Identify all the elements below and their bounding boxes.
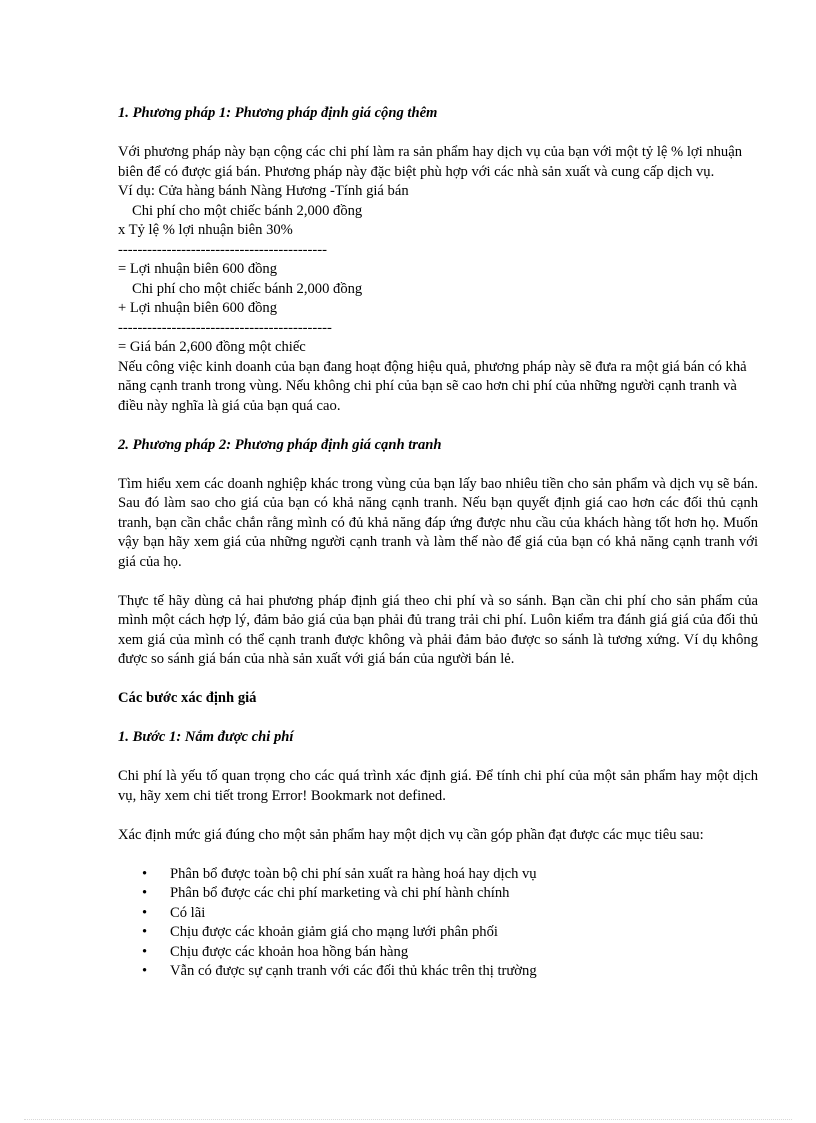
- goals-list: [118, 865, 758, 982]
- example-divider: --------------------------------------------: [118, 319, 332, 336]
- section2-heading: 2. Phương pháp 2: Phương pháp định giá cạnh tranh: [118, 436, 442, 453]
- bullet-icon: •: [142, 943, 148, 960]
- section2-paragraph: Tìm hiểu xem các doanh nghiệp khác trong vùng của bạn lấy bao nhiêu tiền cho sản phẩm và dịch vụ sẽ bán. Sau đó làm sao cho giá của bạn có khả năng cạnh tranh. Nếu bạn quyết định giá cao hơn các đối thủ cạnh tranh, bạn cần chắc chắn rằng mình có đủ khả năng đáp ứng được nhu cầu của khách hàng tốt hơn họ. Muốn vậy bạn hãy xem giá của những người cạnh tranh và làm thế nào để giá của bạn có khả năng cạnh tranh với giá của họ.: [118, 475, 758, 570]
- bullet-icon: •: [142, 963, 148, 979]
- bullet-icon: •: [142, 904, 148, 921]
- list-item: • Chịu được các khoản hoa hồng bán hàng: [118, 943, 758, 963]
- list-item: • Vẫn có được sự cạnh tranh với các đối thủ khác trên thị trường: [118, 962, 758, 982]
- list-item: • Phân bổ được toàn bộ chi phí sản xuất ra hàng hoá hay dịch vụ: [118, 865, 758, 885]
- section2-paragraph: Thực tế hãy dùng cả hai phương pháp định giá theo chi phí và so sánh. Bạn cần chi phí cho sản phẩm của mình một cách hợp lý, đảm bảo giá của bạn phải đủ trang trải chi phí. Luôn kiểm tra đánh giá giá của đối thủ xem giá của mình có thể cạnh tranh được không và phải đảm bảo được so sánh là tương xứng. Ví dụ không được so sánh giá bán của nhà sản xuất với giá bán của người bán lẻ.: [118, 592, 758, 667]
- example-line: x Tỷ lệ % lợi nhuận biên 30%: [118, 222, 293, 238]
- list-item: • Phân bổ được các chi phí marketing và chi phí hành chính: [118, 884, 758, 904]
- step1-heading: 1. Bước 1: Nắm được chi phí: [118, 729, 294, 745]
- bullet-icon: •: [142, 924, 148, 940]
- bullet-icon: •: [142, 885, 148, 901]
- example-line: Chi phí cho một chiếc bánh 2,000 đồng: [132, 202, 363, 219]
- section1-intro: Với phương pháp này bạn cộng các chi phí làm ra sản phẩm hay dịch vụ của bạn với một tỷ lệ % lợi nhuận biên để có được giá bán. Phương pháp này đặc biệt phù hợp với các nhà sản xuất và cung cấp dịch vụ.: [118, 144, 742, 180]
- example-divider: -------------------------------------------: [118, 241, 327, 258]
- example-line: = Giá bán 2,600 đồng một chiếc: [118, 339, 306, 355]
- example-line: = Lợi nhuận biên 600 đồng: [118, 261, 278, 277]
- document-page: [118, 104, 758, 982]
- example-line: + Lợi nhuận biên 600 đồng: [118, 300, 278, 316]
- list-item: • Chịu được các khoản giảm giá cho mạng lưới phân phối: [118, 923, 758, 943]
- example-line: Ví dụ: Cửa hàng bánh Nàng Hương -Tính giá bán: [118, 183, 409, 199]
- goals-intro: Xác định mức giá đúng cho một sản phẩm hay một dịch vụ cần góp phần đạt được các mục tiêu sau:: [118, 826, 704, 843]
- steps-heading: Các bước xác định giá: [118, 690, 257, 706]
- step1-paragraph: Chi phí là yếu tố quan trọng cho các quá trình xác định giá. Để tính chi phí của một sản phẩm hay một dịch vụ, hãy xem chi tiết trong Error! Bookmark not defined.: [118, 768, 758, 804]
- list-item: • Có lãi: [118, 904, 758, 924]
- section1-conclusion: Nếu công việc kinh doanh của bạn đang hoạt động hiệu quả, phương pháp này sẽ đưa ra một giá bán có khả năng cạnh tranh trong vùng. Nếu không chi phí của bạn sẽ cao hơn chi phí của những người cạnh tranh và điều này nghĩa là giá của bạn quá cao.: [118, 358, 747, 414]
- bullet-icon: •: [142, 865, 148, 882]
- page-bottom-divider: [24, 1119, 792, 1120]
- section1-heading: 1. Phương pháp 1: Phương pháp định giá cộng thêm: [118, 105, 438, 121]
- example-line: Chi phí cho một chiếc bánh 2,000 đồng: [132, 280, 363, 297]
